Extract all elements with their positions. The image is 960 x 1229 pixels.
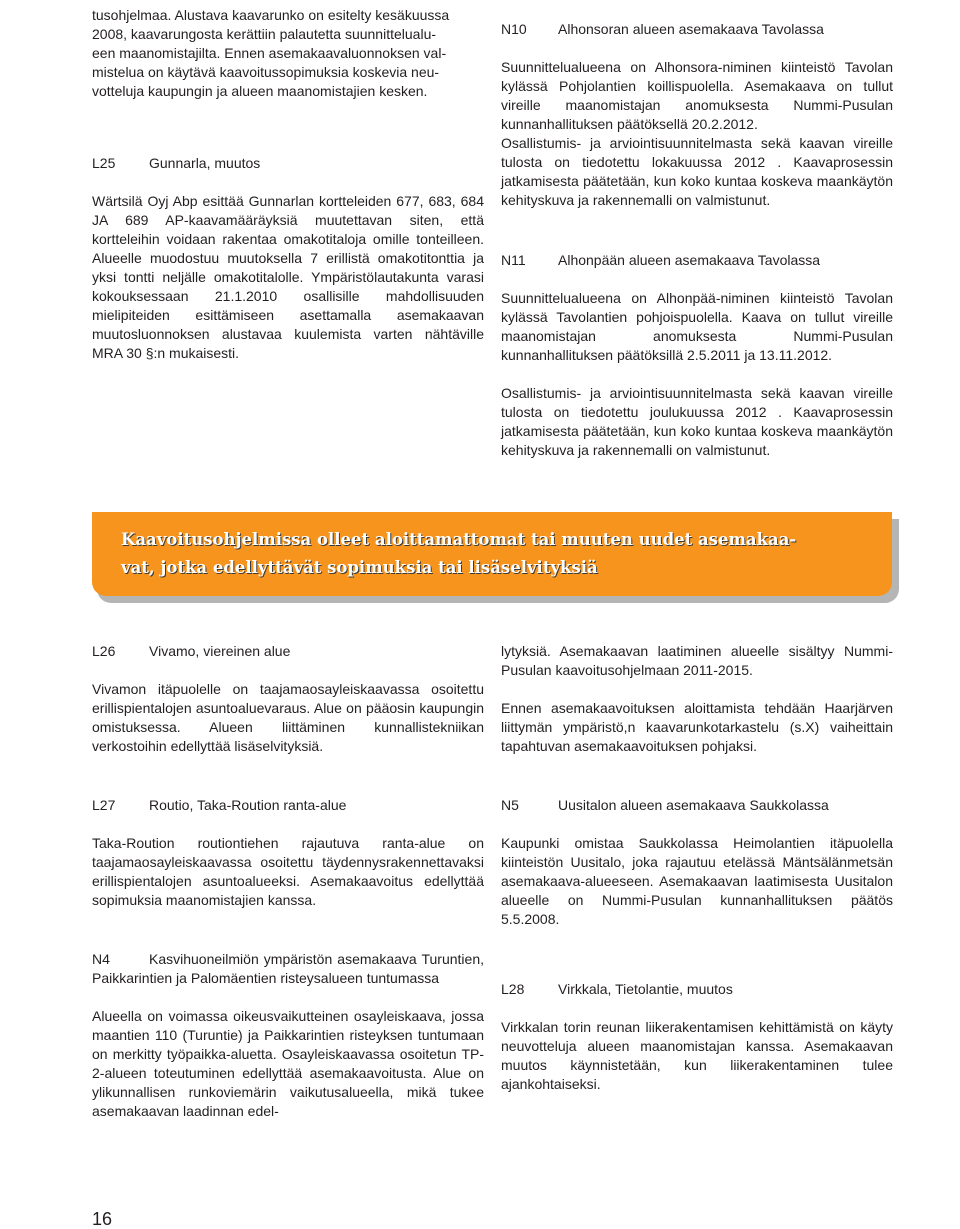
entry-l25 bbox=[92, 154, 484, 363]
entry-body: lytyksiä. Asemakaavan laatiminen alueelle sisältyy Nummi-Pusulan kaavoitusohjelmaan 2011-2015. bbox=[501, 643, 893, 678]
entry-code: N5 bbox=[501, 797, 519, 813]
entry-l27 bbox=[92, 796, 484, 910]
entry-code: N11 bbox=[501, 252, 526, 268]
entry-heading bbox=[501, 980, 893, 999]
entry-code: L26 bbox=[92, 643, 116, 659]
banner-heading bbox=[121, 526, 861, 582]
entry-l26-continued bbox=[501, 642, 893, 756]
entry-title: Routio, Taka-Roution ranta-alue bbox=[149, 797, 347, 813]
entry-code: L27 bbox=[92, 797, 116, 813]
entry-code: N4 bbox=[92, 951, 110, 967]
entry-n4 bbox=[92, 950, 484, 1121]
banner-line: Kaavoitusohjelmissa olleet aloittamattomat tai muuten uudet asemakaa- bbox=[121, 530, 797, 549]
intro-line: tusohjelmaa. Alustava kaavarunko on esitelty kesäkuussa bbox=[92, 7, 450, 23]
entry-heading bbox=[92, 796, 484, 815]
entry-body: Suunnittelualueena on Alhonsora-niminen kiinteistö Tavolan kylässä Pohjolantien koillispuolella. Asemakaava on tullut vireille maanomistajan anomuksesta Nummi-Pusulan kunnanhallituksen päätöksellä 20.2.2012. bbox=[501, 59, 893, 132]
entry-n5 bbox=[501, 796, 893, 929]
entry-heading bbox=[92, 950, 484, 988]
entry-title: Alhonpään alueen asemakaava Tavolassa bbox=[558, 252, 821, 268]
entry-n11 bbox=[501, 251, 893, 460]
intro-line: votteluja kaupungin ja alueen maanomistajien kesken. bbox=[92, 83, 428, 99]
entry-l26 bbox=[92, 642, 484, 756]
entry-body: Alueella on voimassa oikeusvaikutteinen osayleiskaava, jossa maantien 110 (Turuntie) ja Paikkarintien risteyksen tuntumaan on merkitty työpaikka-aluetta. Osayleiskaavassa osoitetun TP-2-alueen toteutuminen edellyttää asemakaavoitusta. Alue on ylikunnallisen runkoviemärin vaikutusalueella, mikä tukee asemakaavan laadinnan edel- bbox=[92, 1008, 484, 1119]
entry-heading bbox=[501, 20, 893, 39]
page-number: 16 bbox=[92, 1209, 113, 1229]
entry-heading bbox=[501, 251, 893, 270]
intro-line: een maanomistajilta. Ennen asemakaavaluonnoksen val- bbox=[92, 45, 447, 61]
entry-heading bbox=[501, 796, 893, 815]
entry-body: Osallistumis- ja arviointisuunnitelmasta sekä kaavan vireille tulosta on tiedotettu joulukuussa 2012 . Kaavaprosessin jatkamisesta päätetään, kun koko kuntaa koskeva maankäytön kehityskuva ja rakennemalli on valmistunut. bbox=[501, 385, 893, 458]
entry-body: Taka-Roution routiontiehen rajautuva ranta-alue on taajamaosayleiskaavassa osoitettu täydennysrakennettavaksi erillispientalojen asuntoalueeksi. Asemakaavoitus edellyttää sopimuksia maanomistajien kanssa. bbox=[92, 835, 484, 908]
intro-line: mistelua on käytävä kaavoitussopimuksia koskevia neu- bbox=[92, 64, 440, 80]
entry-title: Virkkala, Tietolantie, muutos bbox=[558, 981, 733, 997]
entry-body: Virkkalan torin reunan liikerakentamisen kehittämistä on käyty neuvotteluja alueen maanomistajan kanssa. Asemakaavan muutos käynnistetään, kun liikerakentaminen tulee ajankohtaiseksi. bbox=[501, 1019, 893, 1092]
entry-title: Gunnarla, muutos bbox=[149, 155, 261, 171]
entry-code: L25 bbox=[92, 155, 116, 171]
entry-l28 bbox=[501, 980, 893, 1094]
entry-body: Ennen asemakaavoituksen aloittamista tehdään Haarjärven liittymän ympäristö,n kaavarunkotarkastelu (s.X) vaiheittain tapahtuvan asemakaavoituksen pohjaksi. bbox=[501, 700, 893, 754]
entry-title: Vivamo, viereinen alue bbox=[149, 643, 291, 659]
left-intro bbox=[92, 6, 484, 101]
entry-body: Wärtsilä Oyj Abp esittää Gunnarlan kortteleiden 677, 683, 684 JA 689 AP-kaavamääräyksiä muutettavan siten, että kortteleihin voidaan rakentaa omakotitaloja omille tonteilleen. Alueelle muodostuu muutoksella 7 erillistä omakotitonttia ja yksi tontti neljälle omakotitalolle. Ympäristölautakunta varasi kokouksessaan 21.1.2010 osallisille mahdollisuuden mielipiteiden esittämiseen asettamalla asemakaavan muutosluonnoksen alustavaa kuulemista varten nähtäville MRA 30 §:n mukaisesti. bbox=[92, 193, 484, 361]
entry-heading bbox=[92, 642, 484, 661]
entry-code: L28 bbox=[501, 981, 525, 997]
entry-body: Osallistumis- ja arviointisuunnitelmasta sekä kaavan vireille tulosta on tiedotettu lokakuussa 2012 . Kaavaprosessin jatkamisesta päätetään, kun koko kuntaa koskeva maankäytön kehityskuva ja rakennemalli on valmistunut. bbox=[501, 135, 893, 208]
entry-title: Kasvihuoneilmiön ympäristön asemakaava Turuntien, Paikkarintien ja Palomäentien risteysalueen tuntumassa bbox=[92, 951, 484, 986]
entry-heading bbox=[92, 154, 484, 173]
entry-title: Uusitalon alueen asemakaava Saukkolassa bbox=[558, 797, 829, 813]
entry-body: Kaupunki omistaa Saukkolassa Heimolantien itäpuolella kiinteistön Uusitalo, joka rajautuu etelässä Mäntsälänmetsän asemakaava-alueeseen. Asemakaavan laatimisesta Uusitalon alueelle on Nummi-Pusulan kunnanhallituksen päätös 5.5.2008. bbox=[501, 835, 893, 927]
entry-body: Suunnittelualueena on Alhonpää-niminen kiinteistö Tavolan kylässä Tavolantien pohjoispuolella. Kaava on tullut vireille maanomistajan anomuksesta Nummi-Pusulan kunnanhallituksen päätöksillä 2.5.2011 ja 13.11.2012. bbox=[501, 290, 893, 363]
intro-line: 2008, kaavarungosta kerättiin palautetta suunnittelualu- bbox=[92, 26, 437, 42]
banner-line: vat, jotka edellyttävät sopimuksia tai lisäselvityksiä bbox=[121, 558, 598, 577]
entry-n10 bbox=[501, 20, 893, 210]
entry-code: N10 bbox=[501, 21, 527, 37]
entry-title: Alhonsoran alueen asemakaava Tavolassa bbox=[558, 21, 824, 37]
entry-body: Vivamon itäpuolelle on taajamaosayleiskaavassa osoitettu erillispientalojen asuntoaluevaraus. Alue on pääosin kaupungin omistuksessa. Alueen liittäminen kunnallistekniikan verkostoihin edellyttää lisäselvityksiä. bbox=[92, 681, 484, 754]
